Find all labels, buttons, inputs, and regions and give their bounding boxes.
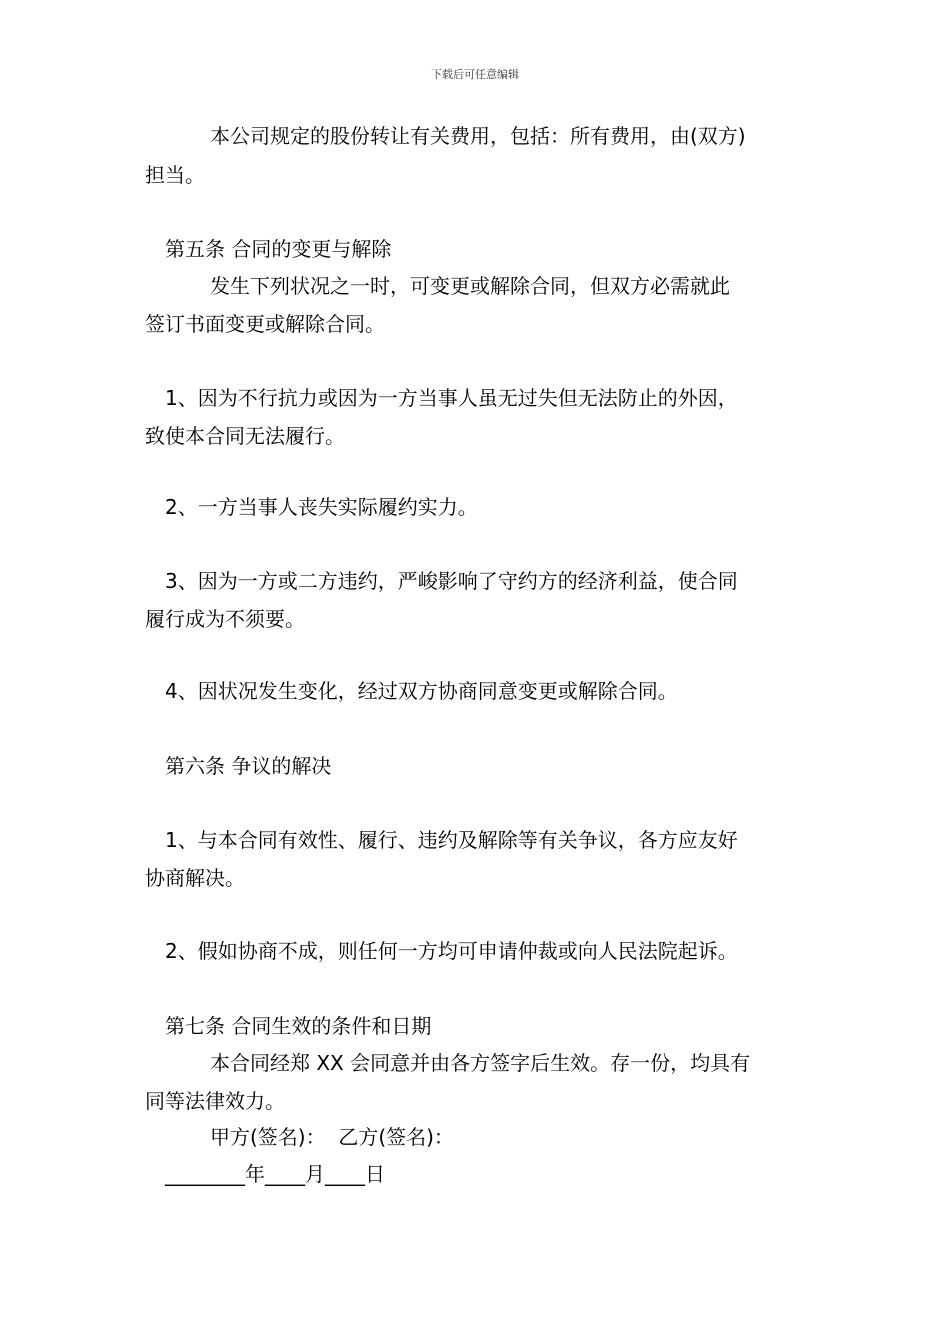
article-5-item-1-line-2: 致使本合同无法履行。: [145, 424, 345, 448]
date-line: ________年____月____日: [165, 1162, 385, 1186]
article-5-item-3-line-2: 履行成为不须要。: [145, 607, 305, 631]
article-5-title: 第五条 合同的变更与解除: [165, 237, 392, 261]
article-5-item-2: 2、一方当事人丧失实际履约实力。: [165, 495, 478, 519]
paragraph-fees-line-1: 本公司规定的股份转让有关费用，包括：所有费用，由(双方): [210, 124, 746, 148]
paragraph-fees-line-2: 担当。: [145, 163, 205, 187]
article-5-item-3-line-1: 3、因为一方或二方违约，严峻影响了守约方的经济利益，使合同: [165, 569, 738, 593]
article-7-text-line-2: 同等法律效力。: [145, 1089, 285, 1113]
article-5-intro-line-1: 发生下列状况之一时，可变更或解除合同，但双方必需就此: [210, 274, 730, 298]
article-5-item-4: 4、因状况发生变化，经过双方协商同意变更或解除合同。: [165, 679, 678, 703]
article-6-item-1-line-2: 协商解决。: [145, 866, 245, 890]
article-5-item-1-line-1: 1、因为不行抗力或因为一方当事人虽无过失但无法防止的外因，: [165, 386, 738, 410]
article-5-intro-line-2: 签订书面变更或解除合同。: [145, 312, 385, 336]
page-header: 下载后可任意编辑: [431, 68, 519, 81]
signature-line: 甲方(签名)： 乙方(签名)：: [210, 1125, 454, 1149]
article-6-title: 第六条 争议的解决: [165, 754, 332, 778]
article-6-item-2: 2、假如协商不成，则任何一方均可申请仲裁或向人民法院起诉。: [165, 939, 738, 963]
article-6-item-1-line-1: 1、与本合同有效性、履行、违约及解除等有关争议，各方应友好: [165, 828, 738, 852]
article-7-text-line-1: 本合同经郑 XX 会同意并由各方签字后生效。存一份，均具有: [210, 1051, 751, 1075]
article-7-title: 第七条 合同生效的条件和日期: [165, 1014, 432, 1038]
